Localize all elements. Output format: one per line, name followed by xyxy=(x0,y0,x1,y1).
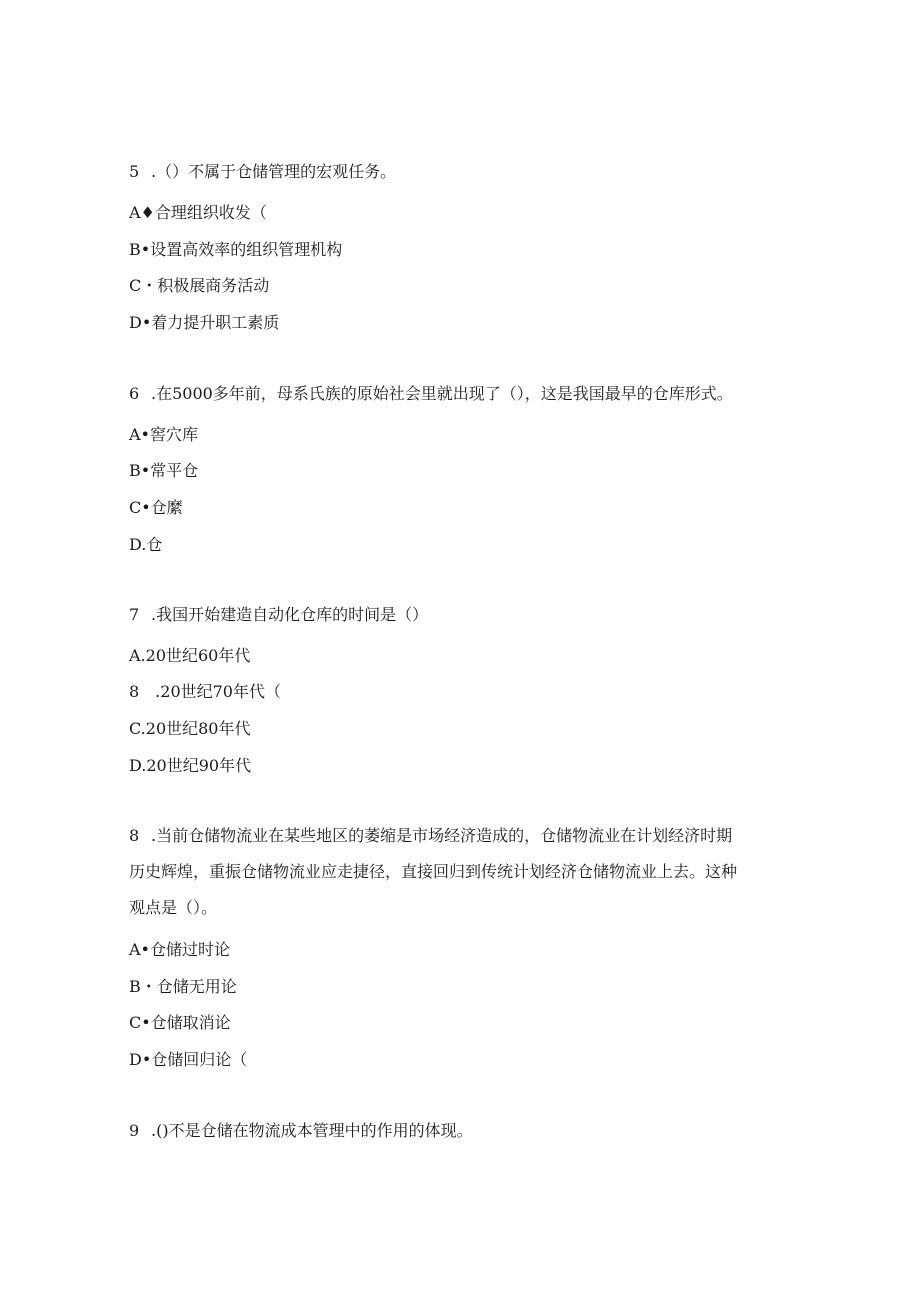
question-number: 8 xyxy=(129,826,140,845)
question-8-stem xyxy=(129,818,789,926)
question-5-option-c: C・积极展商务活动 xyxy=(129,276,270,295)
question-7-option-c: C.20世纪80年代 xyxy=(129,719,251,738)
question-text: .我国开始建造自动化仓库的时间是（） xyxy=(151,605,429,624)
question-6-option-d: D.仓 xyxy=(129,535,163,554)
question-7-option-a: A.20世纪60年代 xyxy=(129,646,251,665)
question-8-line-1 xyxy=(129,818,789,854)
question-text: .（）不属于仓储管理的宏观任务。 xyxy=(151,162,397,181)
question-8-line-3: 观点是（）。 xyxy=(129,898,218,917)
question-9-stem xyxy=(129,1121,473,1141)
question-8-option-a: A•仓储过时论 xyxy=(129,940,230,959)
question-number: 7 xyxy=(129,605,140,624)
question-5-option-b: B•设置高效率的组织管理机构 xyxy=(129,240,343,259)
question-8-option-c: C•仓储取消论 xyxy=(129,1013,231,1032)
question-5-option-a: A♦合理组织收发（ xyxy=(129,203,267,222)
question-8-option-b: B・仓储无用论 xyxy=(129,977,237,996)
question-7-option-b: 8 .20世纪70年代（ xyxy=(129,682,281,701)
question-number: 9 xyxy=(129,1121,140,1140)
question-6-stem xyxy=(129,384,733,404)
question-6-option-c: C•仓縻 xyxy=(129,498,183,517)
question-text: .()不是仓储在物流成本管理中的作用的体现。 xyxy=(151,1121,473,1140)
question-6-option-b: B•常平仓 xyxy=(129,461,199,480)
question-7-stem xyxy=(129,605,428,625)
question-6-option-a: A•窖穴库 xyxy=(129,425,198,444)
question-7-option-d: D.20世纪90年代 xyxy=(129,756,252,775)
question-text: .在5000多年前，母系氏族的原始社会里就出现了（），这是我国最早的仓库形式。 xyxy=(151,384,733,403)
question-5-option-d: D•着力提升职工素质 xyxy=(129,313,280,332)
question-text-line: .当前仓储物流业在某些地区的萎缩是市场经济造成的，仓储物流业在计划经济时期 xyxy=(151,826,733,845)
question-8-line-2: 历史辉煌，重振仓储物流业应走捷径，直接回归到传统计划经济仓储物流业上去。这种 xyxy=(129,862,738,881)
question-number: 5 xyxy=(129,162,140,181)
question-5-stem xyxy=(129,162,396,182)
question-8-option-d: D•仓储回归论（ xyxy=(129,1050,248,1069)
question-number: 6 xyxy=(129,384,140,403)
